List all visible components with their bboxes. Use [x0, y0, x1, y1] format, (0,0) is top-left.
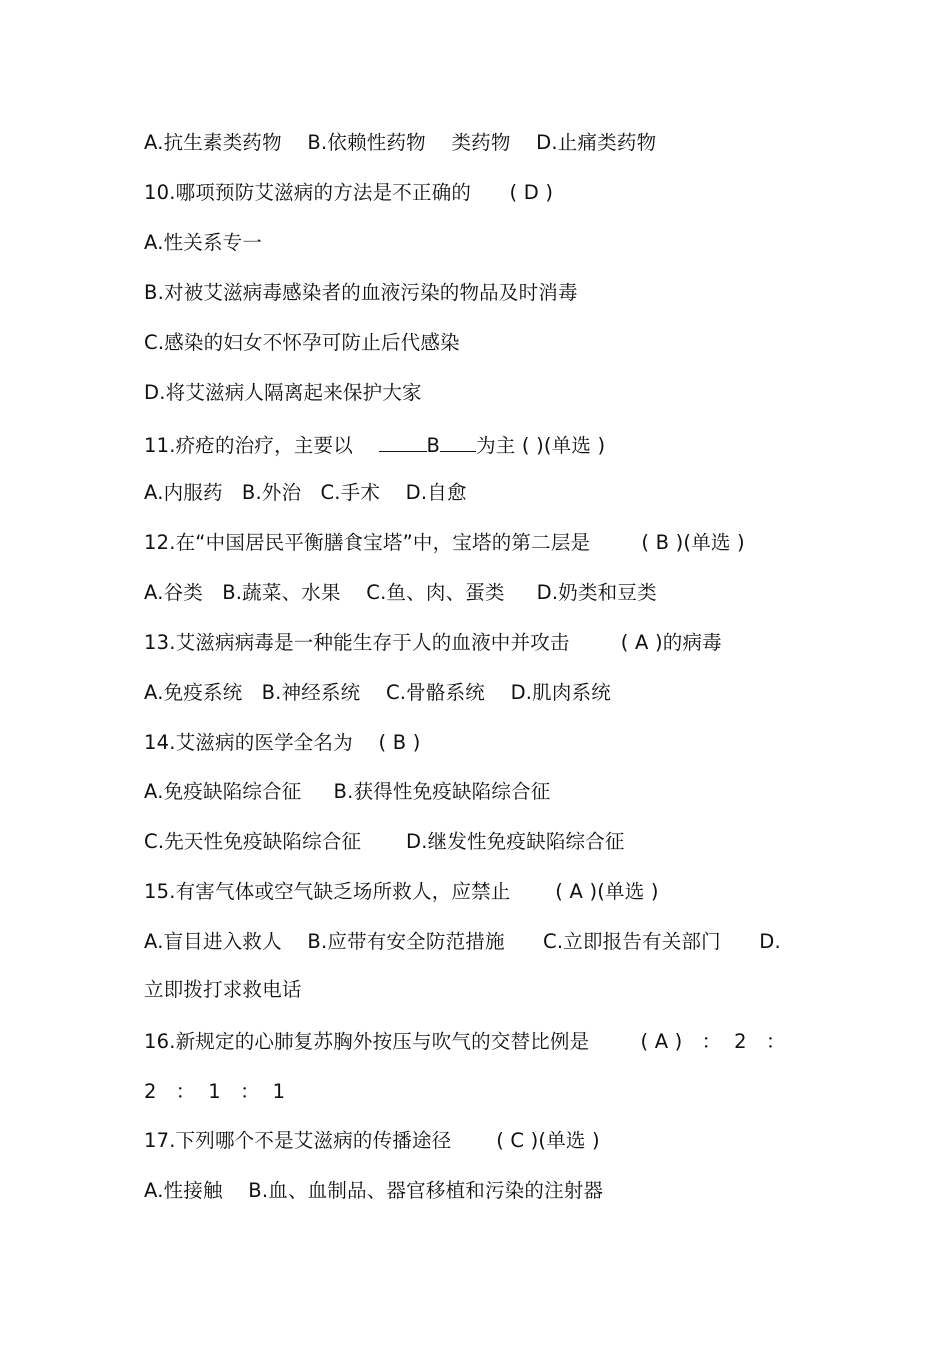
- q10-option-d: D.将艾滋病人隔离起来保护大家: [144, 381, 422, 404]
- q11-blank-left: [379, 429, 427, 452]
- q11-options: A.内服药 B.外治 C.手术 D.自愈: [144, 481, 467, 504]
- q11-answer: B: [426, 434, 441, 457]
- q17-options: A.性接触 B.血、血制品、器官移植和污染的注射器: [144, 1179, 604, 1202]
- q11-prefix: 11.疥疮的治疗，主要以: [144, 434, 379, 457]
- q9-options: A.抗生素类药物 B.依赖性药物 类药物 D.止痛类药物: [144, 131, 657, 154]
- q14-question: 14.艾滋病的医学全名为 ( B ): [144, 731, 421, 754]
- q11-question: [144, 429, 605, 460]
- q12-question: 12.在“中国居民平衡膳食宝塔”中，宝塔的第二层是 ( B )(单选 ): [144, 531, 745, 554]
- q16-question: 16.新规定的心肺复苏胸外按压与吹气的交替比例是 ( A ) ： 2 ：: [144, 1030, 786, 1053]
- q10-option-b: B.对被艾滋病毒感染者的血液污染的物品及时消毒: [144, 281, 578, 304]
- q10-option-a: A.性关系专一: [144, 231, 263, 254]
- q10-question: 10.哪项预防艾滋病的方法是不正确的 ( D ): [144, 181, 554, 204]
- q14-options-ab: A.免疫缺陷综合征 B.获得性免疫缺陷综合征: [144, 780, 551, 803]
- q14-options-cd: C.先天性免疫缺陷综合征 D.继发性免疫缺陷综合征: [144, 830, 625, 853]
- q10-option-c: C.感染的妇女不怀孕可防止后代感染: [144, 331, 460, 354]
- q11-suffix: 为主 ( )(单选 ): [476, 434, 606, 457]
- q15-question: 15.有害气体或空气缺乏场所救人，应禁止 ( A )(单选 ): [144, 880, 659, 903]
- q16-ratio-continued: 2 ： 1 ： 1: [144, 1080, 286, 1103]
- q12-options: A.谷类 B.蔬菜、水果 C.鱼、肉、蛋类 D.奶类和豆类: [144, 581, 657, 604]
- q17-question: 17.下列哪个不是艾滋病的传播途径 ( C )(单选 ): [144, 1129, 600, 1152]
- q11-blank-right: [440, 429, 476, 452]
- q13-question: 13.艾滋病病毒是一种能生存于人的血液中并攻击 ( A )的病毒: [144, 631, 722, 654]
- q15-options-continued: 立即拨打求救电话: [144, 978, 302, 1001]
- q15-options: A.盲目进入救人 B.应带有安全防范措施 C.立即报告有关部门 D.: [144, 930, 781, 953]
- q13-options: A.免疫系统 B.神经系统 C.骨骼系统 D.肌肉系统: [144, 681, 611, 704]
